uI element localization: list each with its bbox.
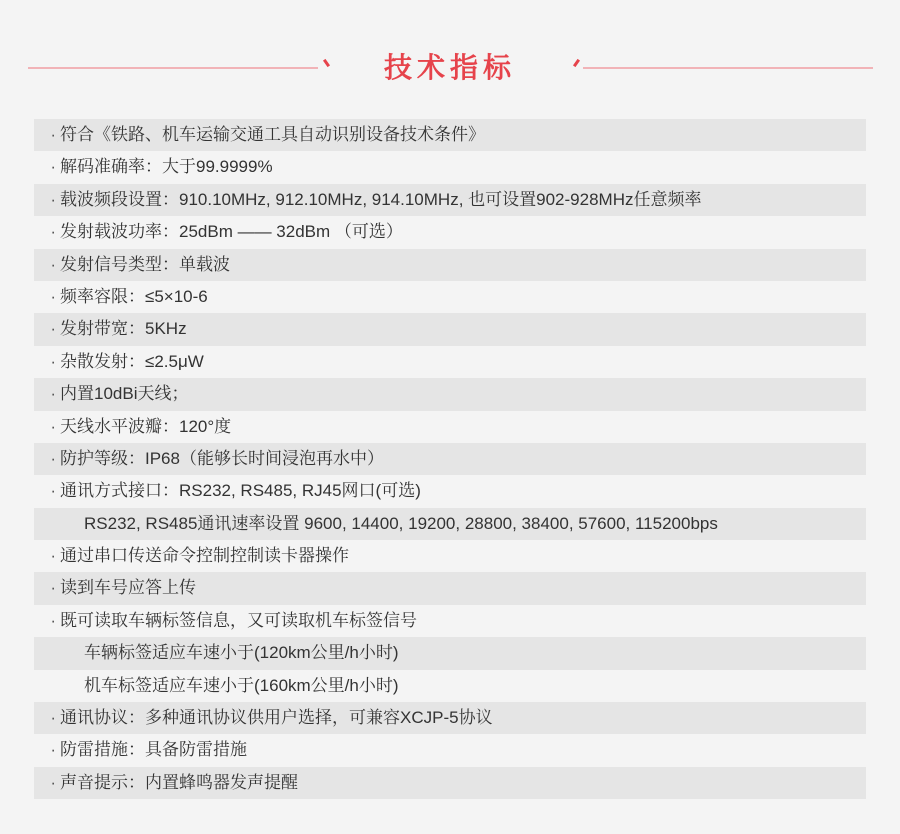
spec-text: 发射带宽：5KHz — [60, 319, 187, 339]
spec-text: 发射信号类型：单载波 — [60, 254, 230, 274]
bullet-dot: · — [50, 448, 56, 468]
bullet-dot: · — [50, 125, 56, 144]
spec-row — [34, 119, 866, 151]
spec-row — [34, 605, 866, 637]
spec-text: 发射载波功率：25dBm —— 32dBm （可选） — [60, 222, 403, 242]
spec-text: 读到车号应答上传 — [60, 578, 196, 598]
bullet-dot: · — [50, 286, 56, 306]
spec-text: 防护等级：IP68（能够长时间浸泡再水中） — [60, 448, 384, 468]
spec-text: 通讯方式接口：RS232, RS485, RJ45网口(可选) — [60, 481, 421, 501]
bullet-dot: · — [50, 254, 56, 274]
spec-text: 通过串口传送命令控制控制读卡器操作 — [60, 546, 349, 566]
spec-row — [34, 702, 866, 734]
spec-row — [34, 249, 866, 281]
spec-row — [34, 313, 866, 345]
spec-text: 符合《铁路、机车运输交通工具自动识别设备技术条件》 — [60, 125, 485, 144]
spec-row — [34, 216, 866, 248]
bullet-dot: · — [50, 351, 56, 371]
spec-text: 机车标签适应车速小于(160km公里/h小时) — [84, 675, 399, 695]
spec-row — [34, 184, 866, 216]
bullet-dot: · — [50, 319, 56, 339]
bullet-dot: · — [50, 157, 56, 177]
spec-row — [34, 572, 866, 604]
bullet-dot: · — [50, 222, 56, 242]
spec-text: 解码准确率：大于99.9999% — [60, 157, 273, 177]
section-header — [0, 0, 900, 110]
bullet-dot: · — [50, 740, 56, 760]
bullet-dot: · — [50, 481, 56, 501]
bullet-dot: · — [50, 708, 56, 728]
spec-row — [34, 540, 866, 572]
spec-text: 声音提示：内置蜂鸣器发声提醒 — [60, 772, 298, 792]
spec-text: 载波频段设置：910.10MHz, 912.10MHz, 914.10MHz, 也可设置902-928MHz任意频率 — [60, 189, 702, 209]
spec-row — [34, 378, 866, 410]
spec-text: 防雷措施：具备防雷措施 — [60, 740, 247, 760]
spec-row — [34, 281, 866, 313]
spec-text: 通讯协议：多种通讯协议供用户选择，可兼容XCJP-5协议 — [60, 708, 493, 728]
spec-row — [34, 411, 866, 443]
spec-row — [34, 767, 866, 799]
spec-row-indented — [34, 508, 866, 540]
spec-text: 车辆标签适应车速小于(120km公里/h小时) — [84, 643, 399, 663]
bullet-dot: · — [50, 578, 56, 598]
spec-row — [34, 475, 866, 507]
spec-row — [34, 734, 866, 766]
section-title: 技术指标 — [383, 52, 516, 83]
title-divider-right — [583, 67, 873, 69]
spec-row-indented — [34, 637, 866, 669]
spec-row — [34, 346, 866, 378]
spec-text: 频率容限：≤5×10-6 — [60, 286, 208, 306]
spec-text: 杂散发射：≤2.5μW — [60, 351, 204, 371]
bullet-dot: · — [50, 610, 56, 630]
spec-text: 天线水平波瓣：120°度 — [60, 416, 232, 436]
spec-list — [34, 119, 866, 799]
bullet-dot: · — [50, 189, 56, 209]
spec-text: 内置10dBi天线； — [60, 384, 189, 404]
bullet-dot: · — [50, 546, 56, 566]
bullet-dot: · — [50, 772, 56, 792]
bullet-dot: · — [50, 384, 56, 404]
spec-row-indented — [34, 670, 866, 702]
bullet-dot: · — [50, 416, 56, 436]
spec-row — [34, 443, 866, 475]
spec-text: 既可读取车辆标签信息，又可读取机车标签信号 — [60, 610, 417, 630]
spec-text: RS232, RS485通讯速率设置 9600, 14400, 19200, 28800, 38400, 57600, 115200bps — [84, 513, 718, 533]
spec-row — [34, 151, 866, 183]
